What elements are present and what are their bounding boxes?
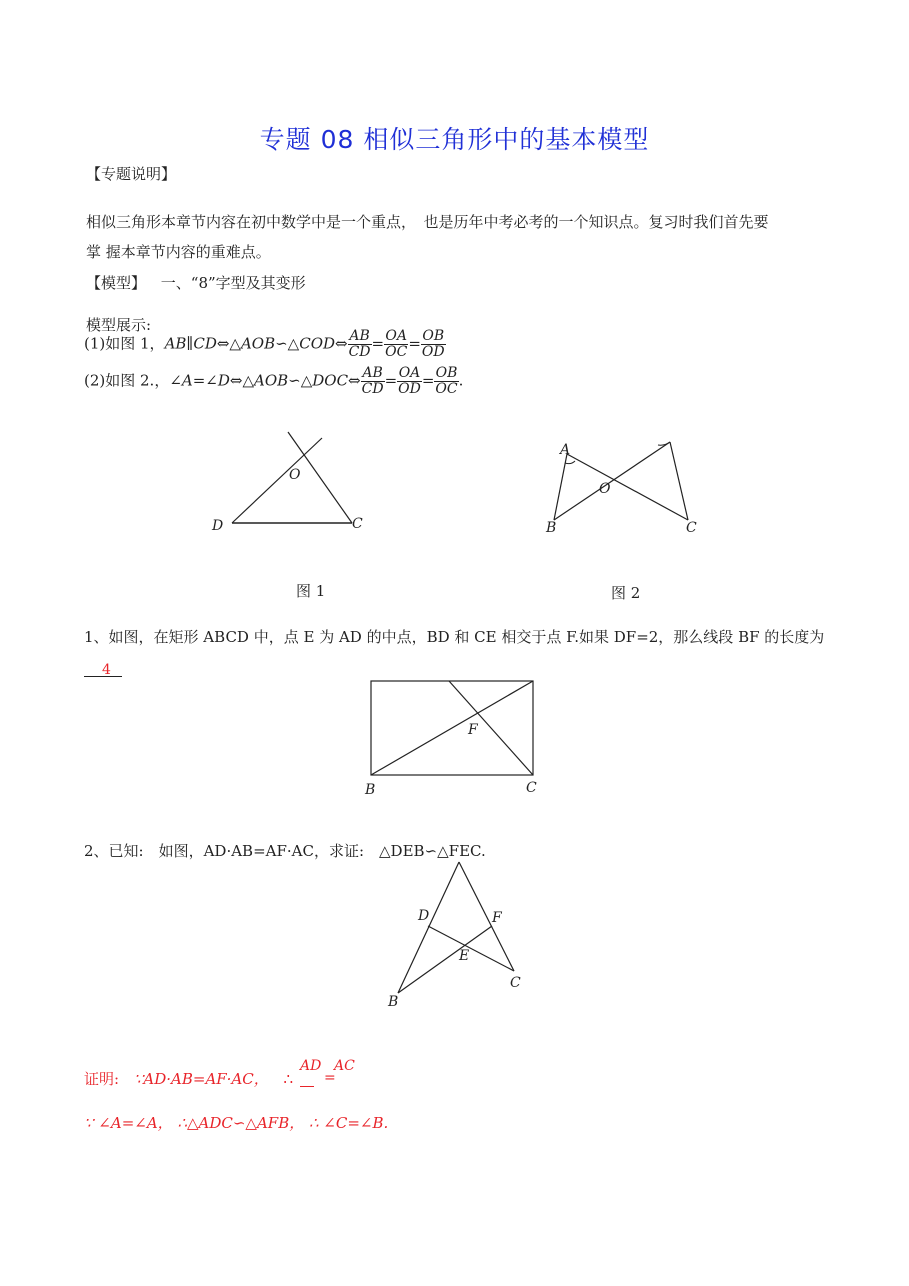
- model-header-text: 一、“8”字型及其变形: [160, 274, 306, 292]
- intro-line-1: 相似三角形本章节内容在初中数学中是一个重点， 也是历年中考必考的一个知识点。复习时我们首先要: [86, 213, 769, 231]
- model-1-fraction-1: $\frac{AB}{CD}$: [348, 328, 371, 360]
- proof-therefore: ∴: [283, 1070, 294, 1088]
- model-2-prefix: (2)如图 2.，: [84, 371, 170, 390]
- intro-line-2: 掌 握本章节内容的重难点。: [86, 243, 271, 261]
- fig1-label-d: D: [212, 518, 224, 534]
- q1-label-c: C: [526, 780, 537, 796]
- fig2-label-c: C: [686, 520, 697, 536]
- section-header: 【专题说明】: [86, 165, 177, 183]
- model-2-condition: ∠A=∠D⇔△AOB∽△DOC⇔: [169, 371, 361, 390]
- figure-1-diagram: [200, 430, 380, 540]
- question-2-diagram: [380, 856, 540, 1012]
- model-2-fraction-1: $\frac{AB}{CD}$: [361, 365, 384, 397]
- q2-label-d: D: [418, 908, 430, 924]
- q1-label-b: B: [365, 782, 376, 798]
- fig2-label-a: A: [560, 442, 571, 458]
- model-header-bracket: 【模型】: [86, 274, 147, 292]
- fig2-label-b: B: [546, 520, 557, 536]
- model-2-fraction-3: $\frac{OB}{OC}$: [435, 365, 458, 397]
- question-2-text: 2、已知: 如图，AD·AB=AF·AC，求证: △DEB∽△FEC.: [84, 842, 486, 860]
- model-1-line: (1)如图 1，AB∥CD⇔△AOB∽△COD⇔ $\frac{AB}{CD}$ = $\frac{OA}{OC}$ = $\frac{OB}{OD}$: [84, 328, 445, 360]
- model-1-fraction-2: $\frac{OA}{OC}$: [385, 328, 408, 360]
- model-2-fraction-2: $\frac{OA}{OD}$: [398, 365, 421, 397]
- proof-label: 证明:: [84, 1070, 120, 1088]
- q2-label-b: B: [388, 994, 399, 1010]
- model-1-prefix: (1)如图 1，: [84, 334, 165, 353]
- fig1-label-c: C: [352, 516, 363, 532]
- figure-1-caption: 图 1: [296, 582, 326, 600]
- question-1-answer: 4: [102, 662, 111, 678]
- model-1-condition: AB∥CD⇔△AOB∽△COD⇔: [164, 334, 348, 353]
- proof-condition: ∵AD·AB=AF·AC，: [133, 1070, 269, 1088]
- figure-2-caption: 图 2: [611, 584, 641, 602]
- proof-line-2: ∵ ∠A=∠A， ∴△ADC∽△AFB， ∴ ∠C=∠B.: [84, 1114, 389, 1132]
- q2-label-e: E: [459, 948, 470, 964]
- figure-2-diagram: [540, 432, 710, 542]
- q2-label-f: F: [492, 910, 502, 926]
- proof-equals: =: [324, 1070, 336, 1086]
- proof-line-1: [84, 1068, 293, 1089]
- proof-fraction-numerator: AD: [300, 1058, 322, 1074]
- question-1-text: 1、如图，在矩形 ABCD 中，点 E 为 AD 的中点，BD 和 CE 相交于点 F.如果 DF=2，那么线段 BF 的长度为: [84, 628, 825, 646]
- fig2-label-o: O: [599, 481, 611, 497]
- question-1-diagram: [360, 672, 550, 800]
- proof-fraction-numerator-2: AC: [334, 1058, 355, 1074]
- q1-label-f: F: [468, 722, 478, 738]
- q2-label-c: C: [510, 975, 521, 991]
- fig1-label-o: O: [289, 467, 301, 483]
- model-1-fraction-3: $\frac{OB}{OD}$: [421, 328, 445, 360]
- proof-fraction-bar: [300, 1086, 314, 1087]
- model-2-line: (2)如图 2.，∠A=∠D⇔△AOB∽△DOC⇔ $\frac{AB}{CD}$ = $\frac{OA}{OD}$ = $\frac{OB}{OC}$ .: [84, 365, 464, 397]
- model-show-label: 模型展示:: [86, 316, 152, 334]
- model-header: [86, 272, 306, 293]
- page-title: 专题 08 相似三角形中的基本模型: [259, 125, 650, 154]
